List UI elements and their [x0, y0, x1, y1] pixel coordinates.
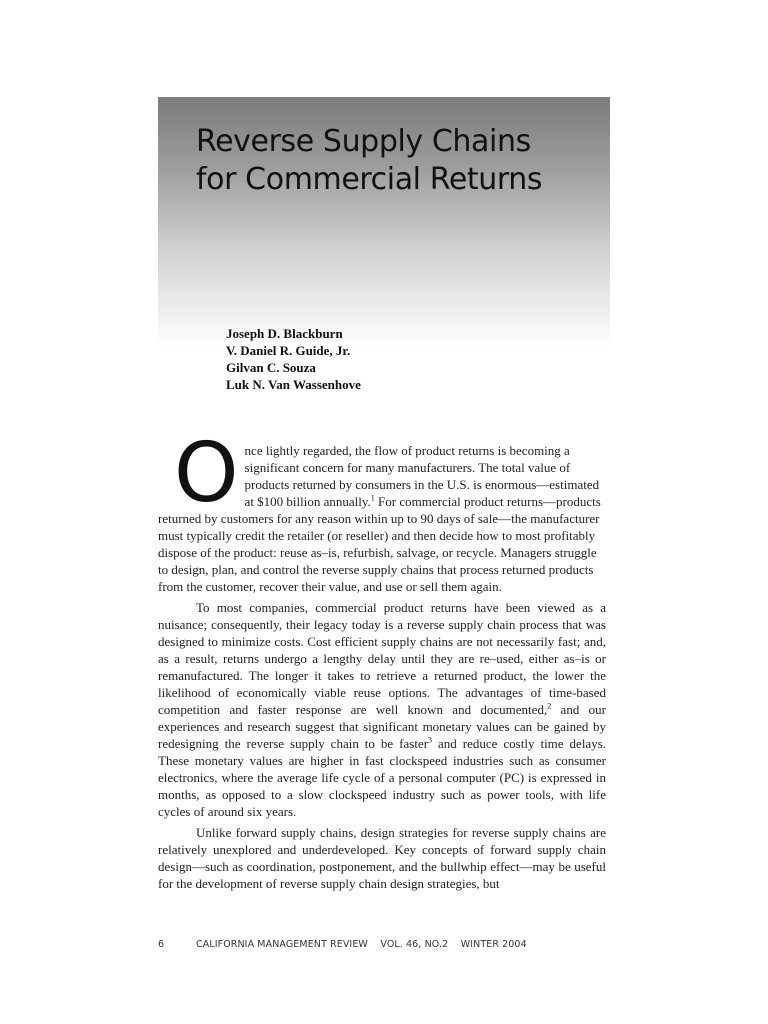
article-title	[196, 123, 542, 199]
author: Luk N. Van Wassenhove	[226, 377, 361, 392]
author: V. Daniel R. Guide, Jr.	[226, 343, 351, 358]
article-body	[158, 426, 607, 892]
paragraph-2	[158, 599, 606, 820]
title-line-1: Reverse Supply Chains	[196, 124, 531, 159]
paragraph-2-text-c: and reduce costly time delays. These monetary values are higher in fast clockspeed industries such as consumer electronics, where the average life cycle of a personal computer (PC) is expressed in months, as opposed to a slow clockspeed industry such as power tools, with life cycles of around six years.	[158, 736, 607, 819]
footnote-ref-1[interactable]: 1	[370, 493, 375, 503]
author-list	[226, 325, 361, 393]
author: Joseph D. Blackburn	[226, 326, 343, 341]
footnote-ref-3[interactable]: 3	[428, 735, 433, 745]
paragraph-3: Unlike forward supply chains, design strategies for reverse supply chains are relatively unexplored and underdeveloped. Key concepts of forward supply chain design—such as coordination, postponement, and the bullwhip effect—may be useful for the development of reverse supply chain design strategies, but	[158, 825, 606, 891]
paragraph-2-text-b: and our experiences and research suggest that significant monetary values can be gained by redesigning the reverse supply chain to be faster	[158, 702, 606, 751]
paragraph-1-text-b: For commercial product returns—products returned by customers for any reason within up to 90 days of sale—the manufacturer must typically credit the retailer (or reseller) and then decide how to most profitably dispose of the product: reuse as–is, refurbish, salvage, or recycle. Managers struggle to design, plan, and control the reverse supply chains that process returned products from the customer, recover their value, and use or sell them again.	[158, 494, 601, 594]
page-footer	[158, 939, 527, 950]
journal-running-footer: CALIFORNIA MANAGEMENT REVIEW VOL. 46, NO.2 WINTER 2004	[196, 939, 527, 950]
author: Gilvan C. Souza	[226, 360, 316, 375]
footnote-ref-2[interactable]: 2	[547, 701, 552, 711]
paragraph-1-text-a: nce lightly regarded, the flow of product returns is becoming a significant concern for many manufacturers. The total value of products returned by consumers in the U.S. is enormous—estimated at $100 billion annually.	[244, 443, 600, 509]
title-line-2: for Commercial Returns	[196, 162, 543, 197]
drop-cap: O	[174, 426, 239, 521]
paragraph-2-text-a: To most companies, commercial product returns have been viewed as a nuisance; consequently, their legacy today is a reverse supply chain process that was designed to minimize costs. Cost efficient supply chains are not necessarily fast; and, as a result, returns undergo a lengthy delay until they are re–used, either as–is or remanufactured. The longer it takes to retrieve a returned product, the lower the likelihood of economically viable reuse options. The advantages of time-based competition and faster response are well known and documented,	[158, 600, 606, 717]
page-number: 6	[158, 939, 165, 950]
paragraph-1	[158, 426, 606, 595]
